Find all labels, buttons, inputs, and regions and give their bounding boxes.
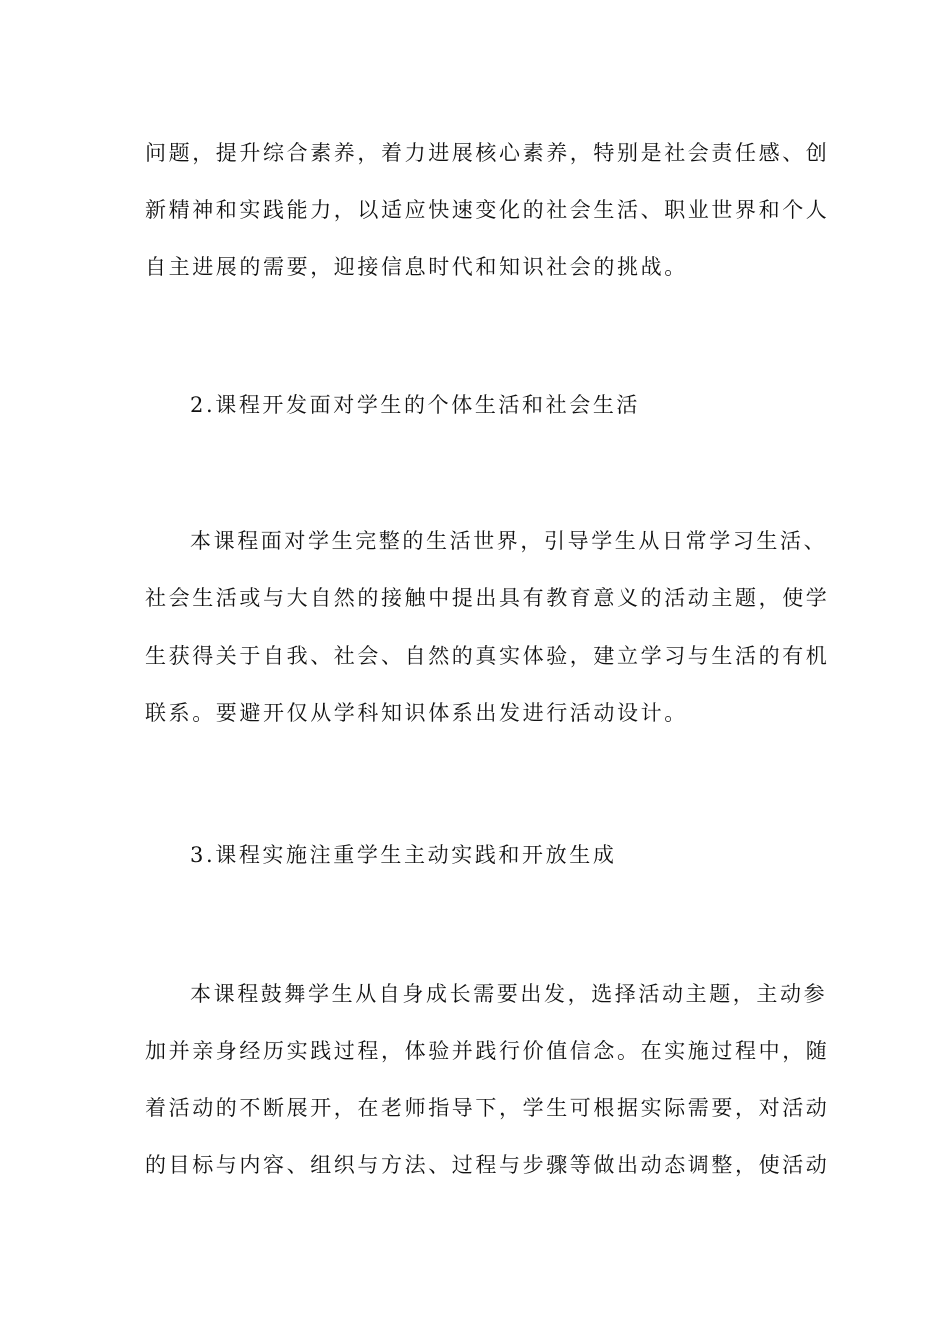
paragraph-2-line: 联系。要避开仅从学科知识体系出发进行活动设计。	[145, 701, 688, 725]
section-heading-3: 3.课程实施注重学生主动实践和开放生成	[190, 843, 617, 867]
paragraph-1-line: 自主进展的需要，迎接信息时代和知识社会的挑战。	[145, 255, 688, 279]
paragraph-3-line: 加并亲身经历实践过程，体验并践行价值信念。在实施过程中，随	[145, 1039, 830, 1063]
section-heading-2: 2.课程开发面对学生的个体生活和社会生活	[190, 393, 641, 417]
paragraph-1-line: 新精神和实践能力，以适应快速变化的社会生活、职业世界和个人	[145, 198, 830, 222]
paragraph-3-line: 着活动的不断展开，在老师指导下，学生可根据实际需要，对活动	[145, 1096, 830, 1120]
paragraph-2-line: 社会生活或与大自然的接触中提出具有教育意义的活动主题，使学	[145, 586, 830, 610]
paragraph-3-line: 本课程鼓舞学生从自身成长需要出发，选择活动主题，主动参	[190, 982, 828, 1006]
paragraph-1-line: 问题，提升综合素养，着力进展核心素养，特别是社会责任感、创	[145, 141, 830, 165]
paragraph-3-line: 的目标与内容、组织与方法、过程与步骤等做出动态调整，使活动	[145, 1153, 830, 1177]
paragraph-2-line: 生获得关于自我、社会、自然的真实体验，建立学习与生活的有机	[145, 644, 830, 668]
paragraph-2-line: 本课程面对学生完整的生活世界，引导学生从日常学习生活、	[190, 529, 828, 553]
